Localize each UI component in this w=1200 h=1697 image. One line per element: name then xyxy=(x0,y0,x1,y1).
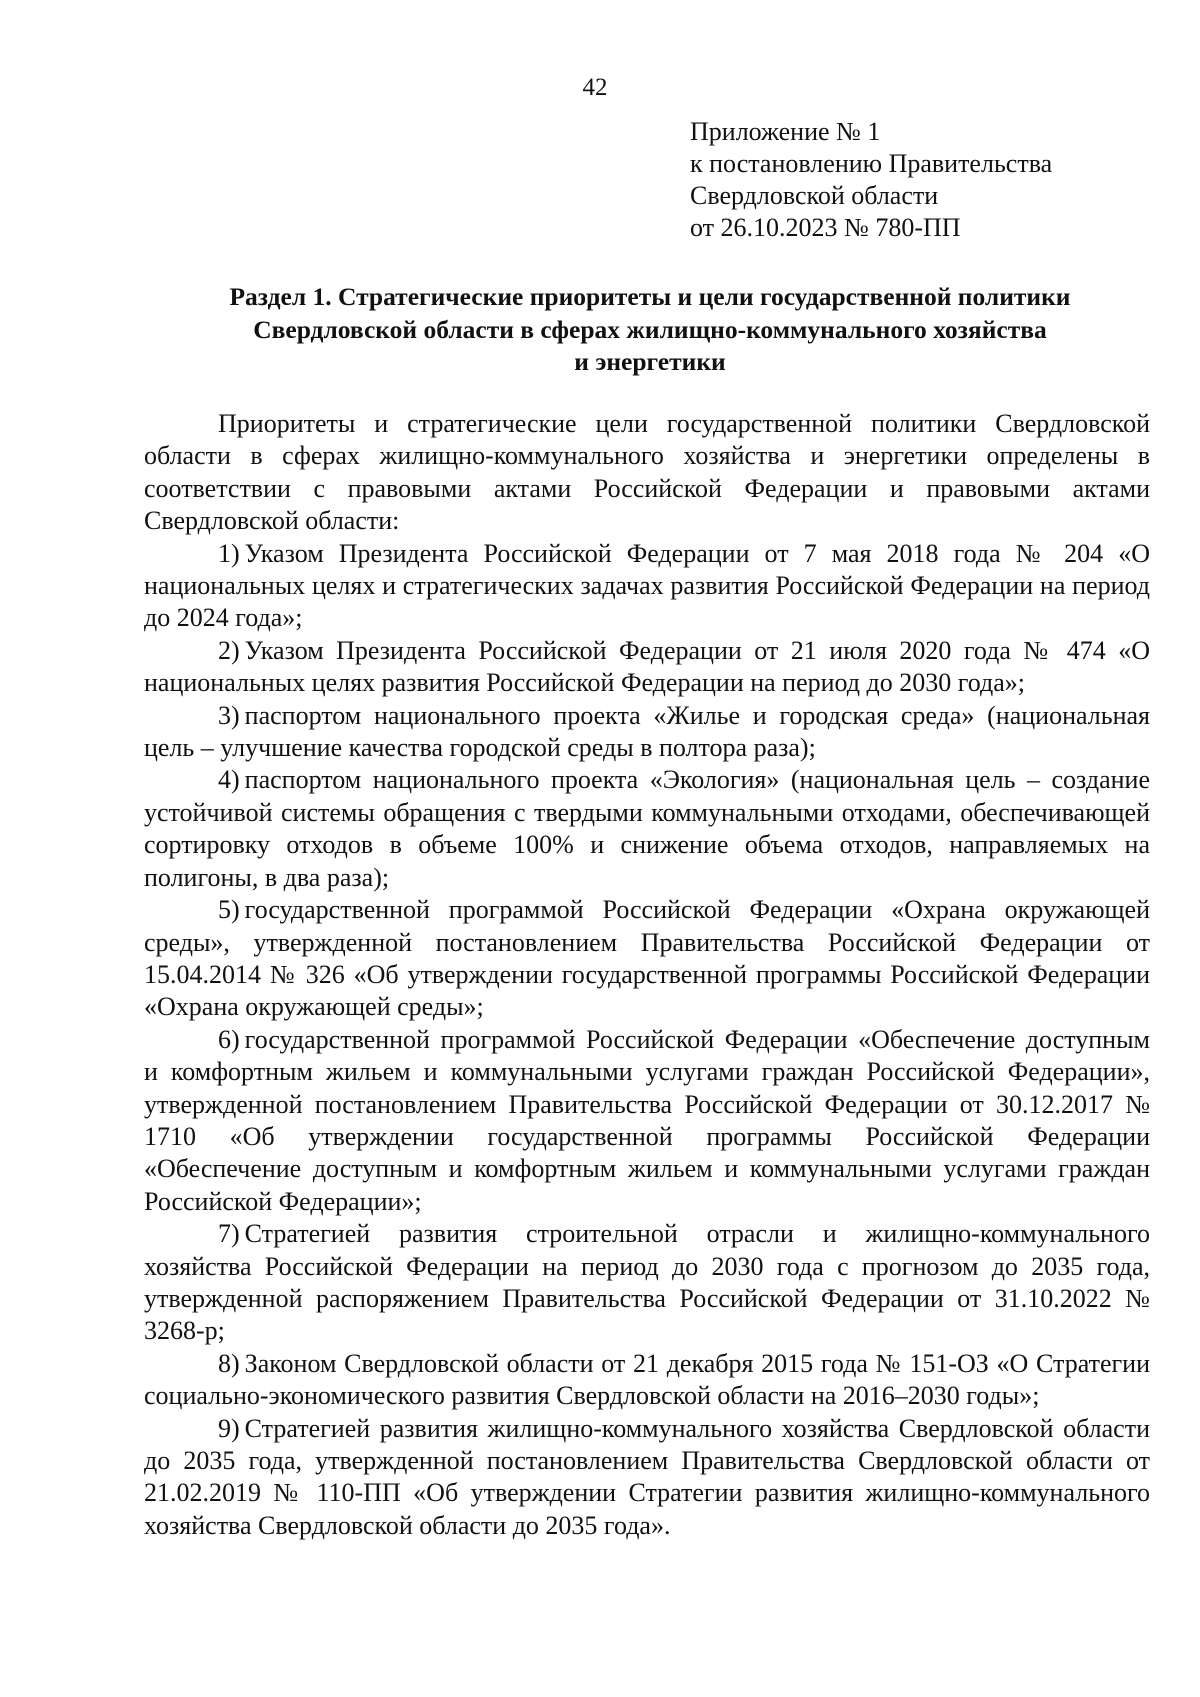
appendix-line: от 26.10.2023 № 780-ПП xyxy=(690,213,961,242)
list-item-number: 6) xyxy=(218,1024,240,1054)
list-item-number: 5) xyxy=(218,895,240,925)
list-item xyxy=(144,700,1150,765)
list-item-text: Стратегией развития строительной отрасли и жилищно-коммунального хозяйства Российской Федерации на период до 2030 года с прогнозом до 2035 года, утвержденной распоряжением Правительства Российской Федерации от 31.10.2022 № 3268-р; xyxy=(144,1219,1150,1346)
list-item xyxy=(144,764,1150,894)
appendix-line: к постановлению Правительства xyxy=(690,149,1053,178)
list-item xyxy=(144,894,1150,1024)
appendix-header xyxy=(690,116,1052,244)
list-item xyxy=(144,1218,1150,1348)
list-item-number: 8) xyxy=(218,1348,240,1378)
list-item-text: Указом Президента Российской Федерации от 7 мая 2018 года № 204 «О национальных целях и стратегических задачах развития Российской Федерации на период до 2024 года»; xyxy=(144,538,1150,633)
page-number: 42 xyxy=(582,74,608,101)
document-body xyxy=(144,408,1150,1542)
section-title-line: Раздел 1. Стратегические приоритеты и цели государственной политики xyxy=(229,282,1071,311)
list-item-text: паспортом национального проекта «Жилье и городская среда» (национальная цель – улучшение качества городской среды в полтора раза); xyxy=(144,700,1150,763)
list-item xyxy=(144,1348,1150,1413)
list-item-text: государственной программой Российской Федерации «Охрана окружающей среды», утвержденной постановлением Правительства Российской Федерации от 15.04.2014 № 326 «Об утверждении государственной программы Российской Федерации «Охрана окружающей среды»; xyxy=(144,895,1150,1022)
list-item xyxy=(144,1024,1150,1218)
section-title xyxy=(150,281,1150,379)
appendix-line: Свердловской области xyxy=(690,181,939,210)
section-title-line: Свердловской области в сферах жилищно-коммунального хозяйства xyxy=(253,314,1047,344)
list-item-number: 3) xyxy=(218,700,240,730)
list-item xyxy=(144,635,1150,700)
list-item xyxy=(144,1413,1150,1543)
list-item-text: Указом Президента Российской Федерации от 21 июля 2020 года № 474 «О национальных целях развития Российской Федерации на период до 2030 года»; xyxy=(144,635,1150,698)
appendix-line: Приложение № 1 xyxy=(690,117,881,146)
list-item-number: 9) xyxy=(218,1413,240,1443)
list-item xyxy=(144,538,1150,635)
list-item-text: государственной программой Российской Федерации «Обеспечение доступным и комфортным жильем и коммунальными услугами граждан Российской Федерации», утвержденной постановлением Правительства Российской Федерации от 30.12.2017 № 1710 «Об утверждении государственной программы Российской Федерации «Обеспечение доступным и комфортным жильем и коммунальными услугами граждан Российской Федерации»; xyxy=(144,1024,1150,1216)
list-item-text: паспортом национального проекта «Экология» (национальная цель – создание устойчивой системы обращения с твердыми коммунальными отходами, обеспечивающей сортировку отходов в объеме 100% и снижение объема отходов, направляемых на полигоны, в два раза); xyxy=(144,765,1150,892)
section-title-line: и энергетики xyxy=(574,347,726,376)
list-item-text: Стратегией развития жилищно-коммунального хозяйства Свердловской области до 2035 года, утвержденной постановлением Правительства Свердловской области от 21.02.2019 № 110-ПП «Об утверждении Стратегии развития жилищно-коммунального хозяйства Свердловской области до 2035 года». xyxy=(144,1413,1150,1540)
list-item-number: 7) xyxy=(218,1219,240,1249)
list-item-number: 2) xyxy=(218,635,240,665)
list-item-number: 1) xyxy=(218,538,240,568)
intro-paragraph: Приоритеты и стратегические цели государственной политики Свердловской области в сферах жилищно-коммунального хозяйства и энергетики определены в соответствии с правовыми актами Российской Федерации и правовыми актами Свердловской области: xyxy=(144,409,1150,536)
list-item-text: Законом Свердловской области от 21 декабря 2015 года № 151-ОЗ «О Стратегии социально-экономического развития Свердловской области на 2016–2030 годы»; xyxy=(144,1348,1150,1411)
list-item-number: 4) xyxy=(218,765,240,795)
